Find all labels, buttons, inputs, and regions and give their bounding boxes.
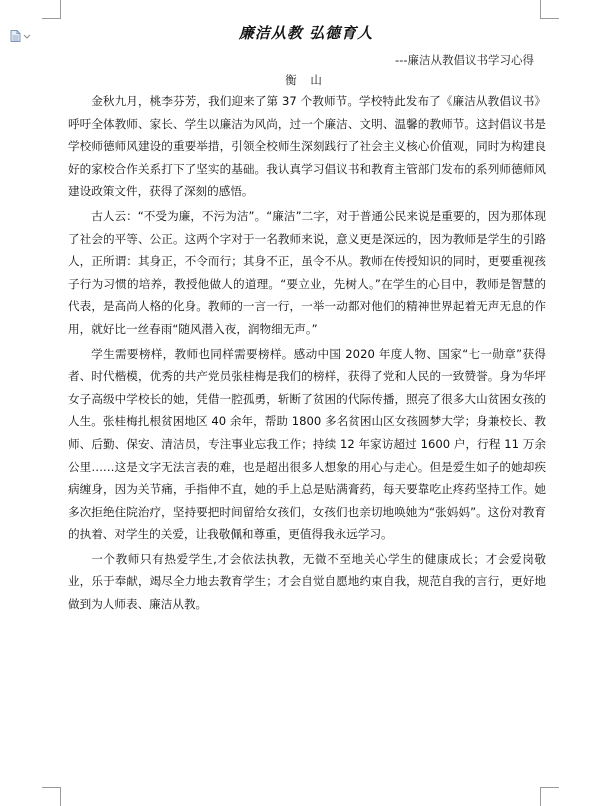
document-body — [68, 90, 546, 618]
crop-mark-top-right — [540, 0, 559, 19]
crop-mark-top-left — [42, 0, 61, 19]
body-paragraph: 古人云：“不受为廉，不污为洁”。“廉洁”二字，对于普通公民来说是重要的，因为那体现了社会的平等、公正。这两个字对于一名教师来说，意义更是深远的，因为教师是学生的引路人，正所谓：其身正，不令而行；其身不正，虽令不从。教师在传授知识的同时，更要重视孩子行为习惯的培养，教授他做人的道理。“要立业，先树人。”在学生的心目中，教师是智慧的代表，是高尚人格的化身。教师的一言一行，一举一动都对他们的精神世界起着无声无息的作用，就好比一丝春雨“随风潜入夜，润物细无声。” — [68, 208, 546, 336]
document-subtitle: ---廉洁从教倡议书学习心得 — [395, 53, 534, 67]
crop-mark-bottom-right — [540, 787, 559, 806]
crop-mark-bottom-left — [42, 787, 61, 806]
body-paragraph: 一个教师只有热爱学生,才会依法执教，无微不至地关心学生的健康成长；才会爱岗敬业，乐于奉献，竭尽全力地去教育学生；才会自觉自愿地约束自我，规范自我的言行，更好地做到为人师表、廉洁从教。 — [68, 551, 546, 612]
body-paragraph: 学生需要榜样，教师也同样需要榜样。感动中国 2020 年度人物、国家“七一勋章”获得者、时代楷模，优秀的共产党员张桂梅是我们的榜样，获得了党和人民的一致赞誉。身为华坪女子高级中学校长的她，凭借一腔孤勇，斩断了贫困的代际传播，照亮了很多大山贫困女孩的人生。张桂梅扎根贫困地区 40 余年，帮助 1800 多名贫困山区女孩圆梦大学；身兼校长、教师、后勤、保安、清洁员，专注事业忘我工作；持续 12 年家访超过 1600 户，行程 11 万余公里……这是文字无法言表的难，也是超出很多人想象的用心与走心。但是爱生如子的她却疾病缠身，因为关节痛，手指伸不直，她的手上总是贴满膏药，每天要靠吃止疼药坚持工作。她多次拒绝住院治疗，坚持要把时间留给女孩们，女孩们也亲切地唤她为“张妈妈”。这份对教育的执着、对学生的关爱，让我敬佩和尊重，更值得我永远学习。 — [68, 346, 546, 542]
body-paragraph: 金秋九月，桃李芬芳，我们迎来了第 37 个教师节。学校特此发布了《廉洁从教倡议书》 呼吁全体教师、家长、学生以廉洁为风尚，过一个廉洁、文明、温馨的教师节。这封倡议书是学校师德师风建设的重要举措，引领全校师生深刻践行了社会主义核心价值观，同时为构建良好的家校合作关系打下了坚实的基础。我认真学习倡议书和教育主管部门发布的系列师德师风建设政策文件，获得了深刻的感悟。 — [68, 94, 546, 199]
document-author: 衡 山 — [285, 73, 327, 87]
document-title: 廉洁从教 弘德育人 — [238, 24, 374, 42]
